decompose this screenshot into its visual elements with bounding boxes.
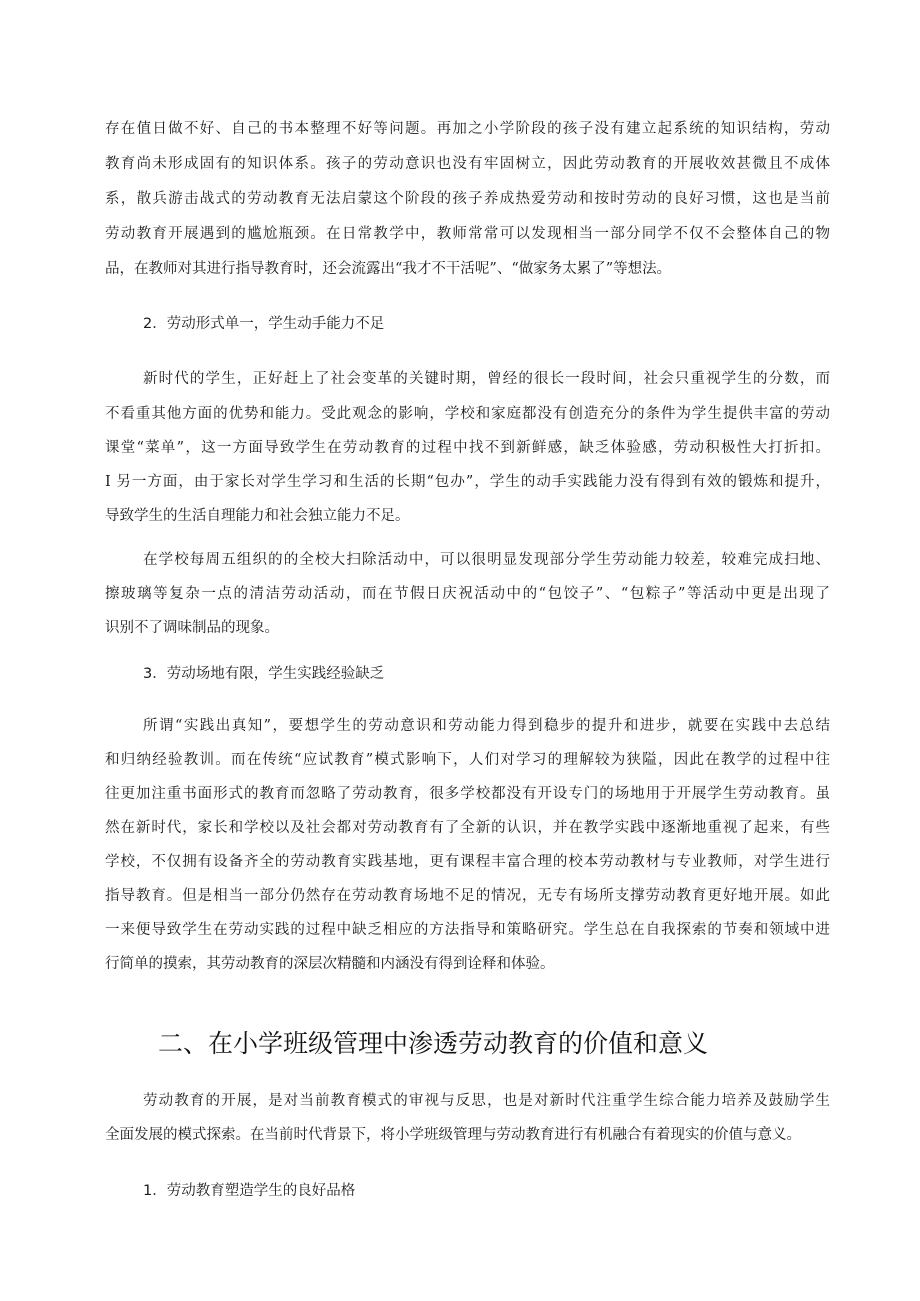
paragraph-line: 和归纳经验教训。而在传统“应试教育”模式影响下，人们对学习的理解较为狭隘，因此在教学的过程中往: [105, 752, 830, 768]
paragraph-line: 行简单的摸索，其劳动教育的深层次精髓和内涵没有得到诠释和体验。: [105, 956, 555, 972]
subheading-3: 3．劳动场地有限，学生实践经验缺乏: [143, 666, 385, 682]
paragraph-line: 教育尚未形成固有的知识体系。孩子的劳动意识也没有牢固树立，因此劳动教育的开展收效甚微且不成体: [105, 156, 830, 172]
paragraph-line: 学校，不仅拥有设备齐全的劳动教育实践基地，更有课程丰富合理的校本劳动教材与专业教师，对学生进行: [105, 854, 830, 870]
paragraph-line: 新时代的学生，正好赶上了社会变革的关键时期，曾经的很长一段时间，社会只重视学生的分数，而: [143, 371, 830, 387]
subheading-2: 2．劳动形式单一，学生动手能力不足: [143, 316, 385, 332]
paragraph-line: 全面发展的模式探索。在当前时代背景下，将小学班级管理与劳动教育进行有机融合有着现实的价值与意义。: [105, 1127, 801, 1143]
paragraph-line: I 另一方面，由于家长对学生学习和生活的长期“包办”，学生的动手实践能力没有得到有效的锻炼和提升，: [105, 474, 830, 490]
paragraph-line: 然在新时代，家长和学校以及社会都对劳动教育有了全新的认识，并在教学实践中逐渐地重视了起来，有些: [105, 820, 830, 836]
paragraph-line: 在学校每周五组织的的全校大扫除活动中，可以很明显发现部分学生劳动能力较差，较难完成扫地、: [143, 552, 830, 568]
paragraph-line: 存在值日做不好、自己的书本整理不好等问题。再加之小学阶段的孩子没有建立起系统的知识结构，劳动: [105, 121, 830, 137]
paragraph-line: 课堂“菜单”，这一方面导致学生在劳动教育的过程中找不到新鲜感，缺乏体验感，劳动积极性大打折扣。: [105, 440, 830, 456]
paragraph-line: 导致学生的生活自理能力和社会独立能力不足。: [105, 508, 410, 524]
paragraph-line: 一来便导致学生在劳动实践的过程中缺乏相应的方法指导和策略研究。学生总在自我探索的节奏和领域中进: [105, 922, 830, 938]
paragraph-line: 品，在教师对其进行指导教育时，还会流露出“我才不干活呢”、“做家务太累了”等想法。: [105, 261, 672, 277]
paragraph-line: 不看重其他方面的优势和能力。受此观念的影响，学校和家庭都没有创造充分的条件为学生提供丰富的劳动: [105, 406, 830, 422]
paragraph-line: 劳动教育的开展，是对当前教育模式的审视与反思，也是对新时代注重学生综合能力培养及鼓励学生: [143, 1093, 830, 1109]
paragraph-line: 劳动教育开展遇到的尴尬瓶颈。在日常教学中，教师常常可以发现相当一部分同学不仅不会整体自己的物: [105, 226, 830, 242]
paragraph-line: 指导教育。但是相当一部分仍然存在劳动教育场地不足的情况，无专有场所支撑劳动教育更好地开展。如此: [105, 888, 830, 904]
section-heading: 二、在小学班级管理中渗透劳动教育的价值和意义: [158, 1029, 709, 1058]
paragraph-line: 擦玻璃等复杂一点的清洁劳动活动，而在节假日庆祝活动中的“包饺子”、“包粽子”等活动中更是出现了: [105, 586, 830, 602]
paragraph-line: 往更加注重书面形式的教育而忽略了劳动教育，很多学校都没有开设专门的场地用于开展学生劳动教育。虽: [105, 786, 830, 802]
paragraph-line: 所谓“实践出真知”，要想学生的劳动意识和劳动能力得到稳步的提升和进步，就要在实践中去总结: [143, 718, 830, 734]
paragraph-line: 系，散兵游击战式的劳动教育无法启蒙这个阶段的孩子养成热爱劳动和按时劳动的良好习惯，这也是当前: [105, 191, 830, 207]
subheading-4: 1．劳动教育塑造学生的良好品格: [143, 1183, 356, 1199]
paragraph-line: 识别不了调味制品的现象。: [105, 620, 279, 636]
